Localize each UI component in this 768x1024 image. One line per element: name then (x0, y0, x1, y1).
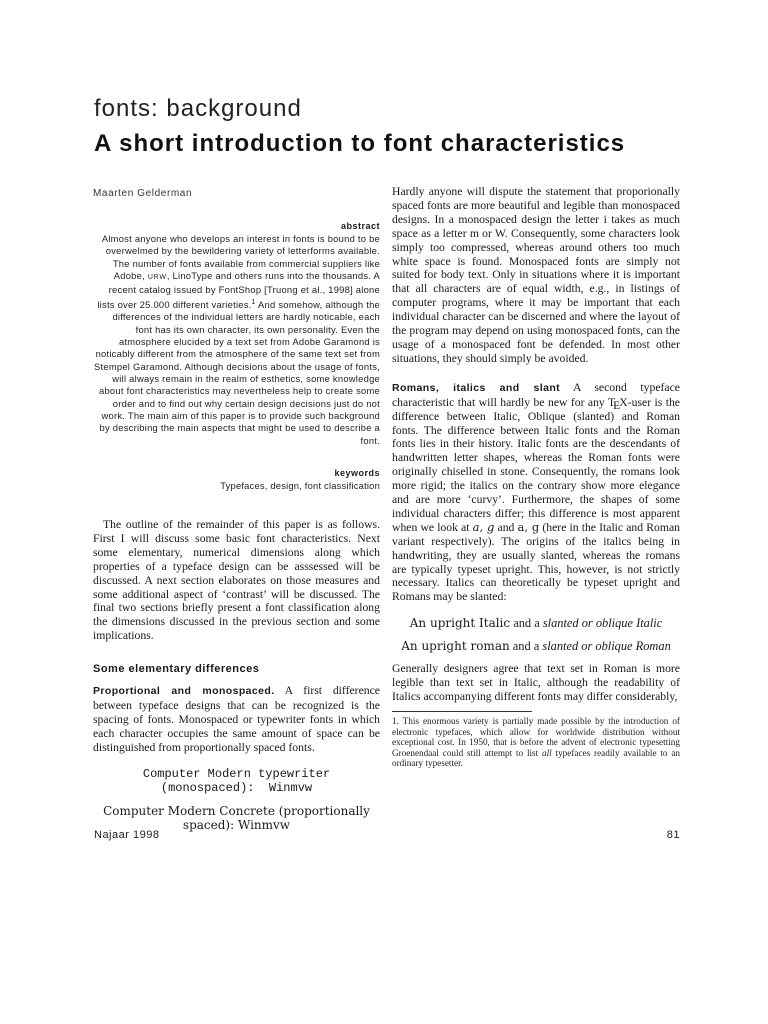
intro-paragraph: The outline of the remainder of this paper is as follows. First I will discuss some basic font characteristics. Next some elementary, numerical dimensions along which properties of a typeface design can be asssessed will be discussed. A next section elaborates on those measures and some additional aspect of ‘contrast’ will be discussed. The final two sections briefly present a font classification along the dimensions discussed in the previous section and some implications. (93, 517, 380, 643)
footnote (392, 716, 680, 769)
right-column (392, 185, 680, 769)
legibility-paragraph: Generally designers agree that text set in Roman is more legible than text set in Italic, although the readability of Italics accompanying different fonts may differ considerably, (392, 662, 680, 704)
sample-concrete: Computer Modern Concrete (proportionally spaced): Winmvw (103, 803, 370, 833)
example-italic (392, 616, 680, 630)
footnote-text-2: typefaces readily available to an ordinary typesetter. (392, 747, 680, 768)
left-column (93, 188, 380, 833)
example-2-and: and a (509, 639, 543, 654)
abstract-text-3: And somehow, although the differences of the individual letters are hardly noticable, each font has its own character, its own personality. Even the atmosphere elucided by a text set from Adobe Garamond is noticably different from the atmosphere of the same text set from Stempel Garamond. Although decisions about the usage of fonts, will always remain in the realm of esthetics, some knowledge about font characteristics may nevertheless help to create some order and to find out why certain design decisions just do not work. The main aim of this paper is to provide such background by describing the main aspects that might be used to describe a font. (94, 298, 380, 446)
abstract-body (93, 233, 380, 447)
example-slanted-roman: slanted or oblique Roman (542, 639, 671, 654)
section-heading-elementary: Some elementary differences (93, 663, 260, 676)
section-label: fonts: background (94, 95, 302, 122)
urw-smallcaps: URW (147, 274, 167, 282)
page-number: 81 (666, 829, 680, 841)
run-head-proportional: Proportional and monospaced. (93, 685, 275, 698)
example-upright-italic: An upright Italic (409, 616, 511, 631)
footnote-emphasis: all (542, 747, 552, 758)
author: Maarten Gelderman (93, 188, 193, 199)
sample-italic-ag: a, g (472, 519, 495, 534)
romans-text-1: A second typeface characteristic that will hardly be new for any T (392, 380, 680, 409)
abstract-text-2: , LinoType and others runs into the thousands. A recent catalog issued by FontShop [Truong et al., 1998] alone lists over 25.000 different varieties. (97, 270, 380, 310)
slant-examples (392, 616, 680, 653)
keywords-body: Typefaces, design, font classification (220, 479, 380, 491)
run-head-romans: Romans, italics and slant (392, 381, 561, 394)
footnote-text-1: 1. This enormous variety is partially made possible by the introduction of electronic typefaces, which allow for worldwide distribution without exceptional cost. In 1950, that is before the advent of electronic typesetting Groenendaal could still attempt to list (392, 716, 680, 758)
monospaced-discussion-paragraph: Hardly anyone will dispute the statement that proporionally spaced fonts are more beautiful and legible than monospaced designs. In a monospaced design the letter i takes as much space as a letter m or W. Consequently, some characters look simply too compressed, whereas around others too much white space is found. Monospaced fonts are simply not suited for body text. Only in situations where it is important that all characters are of equal width, e.g., in listings of computer programs, where it may be important that each individual character can be discerned and where the layout of the program may depend on using monospaced fonts, can the usage of a monospaced font be defended. In most other situations, they should simply be avoided. (392, 185, 680, 365)
romans-text-and: and (494, 520, 518, 534)
sample-mono-line-1: Computer Modern typewriter (142, 766, 331, 781)
example-1-and: and a (510, 616, 543, 631)
footnote-mark: 1 (251, 298, 256, 306)
example-roman (392, 639, 680, 653)
abstract-heading: abstract (340, 221, 380, 231)
romans-paragraph (392, 381, 680, 605)
example-slanted-italic: slanted or oblique Italic (542, 616, 663, 631)
sample-mono-line-2: (monospaced): Winmvw (160, 781, 313, 796)
footnote-rule (392, 711, 532, 712)
sample-monospaced (93, 767, 380, 796)
page-title: A short introduction to font characteristics (94, 130, 626, 157)
romans-text-2: X-user is the difference between Italic, Oblique (slanted) and Roman fonts. The difference between Italic fonts and the Roman fonts lies in their history. Italic fonts are the descendants of handwritten letter shapes, whereas the Roman fonts were originally chiselled in stone. Consequently, the romans look more rigid; the italics on the contrary show more elegance and are more ‘curvy’. Furthermore, the shapes of some individual characters differ; this difference is most apparent when we look at (392, 395, 680, 534)
footer-issue: Najaar 1998 (94, 829, 160, 841)
sample-roman-ag: a, g (517, 519, 540, 534)
tex-logo-e: E (613, 398, 621, 412)
abstract-text-1: Almost anyone who develops an interest in fonts is bound to be overwelmed by the bewildering variety of letterforms available. The number of fonts available from commercial suppliers like Adobe, (101, 233, 380, 282)
keywords-heading: keywords (334, 467, 380, 478)
romans-text-3: (here in the Italic and Roman variant respectively). The origins of the italics being in handwriting, they are usually slanted, whereas the romans are typically typeset upright. This, however, is not strictly necessary. Italics can theoretically be typeset upright and Romans may be slanted: (392, 520, 681, 604)
proportional-paragraph (93, 684, 380, 755)
example-upright-roman: An upright roman (401, 639, 510, 654)
proportional-text: A first difference between typeface designs that can be recognized is the spacing of fonts. Monospaced or typewriter fonts in which each character occupies the same amount of space can be distinguished from proportionally spaced fonts. (93, 684, 380, 754)
